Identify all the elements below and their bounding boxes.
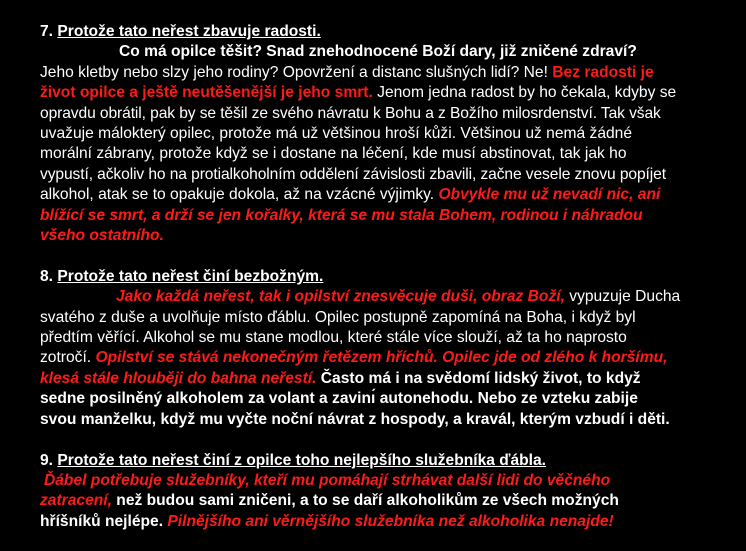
highlight-line: Ďábel potřebuje služebníky, kteří mu pomáhají strhávat další lidi do věčného xyxy=(44,471,611,489)
section-heading xyxy=(40,451,726,471)
text-line xyxy=(40,185,726,205)
section-title: Protože tato neřest činí z opilce toho nejlepšího služebníka ďábla. xyxy=(57,451,546,469)
text-line: vypustí, ačkoliv ho na protialkoholním oddělení závislosti zbavili, začne vesele znovu popíjet xyxy=(40,165,666,183)
text-line: opravdu obrátil, pak by se těšil ze svého návratu k Bohu a z Božího milosrdenství. Tak však xyxy=(40,104,661,122)
bold-line: sedne posilněný alkoholem za volant a zavinı́ autonehodu. Nebo ze vzteku zabije xyxy=(40,390,638,408)
highlight-run: Jako každá neřest, tak i opilství znesvěcuje duši, obraz Boží, xyxy=(116,288,565,306)
section-title: Protože tato neřest zbavuje radosti. xyxy=(57,23,321,40)
bold-run: než budou sami zničeni, a to se daří alkoholikům ze všech možných xyxy=(116,492,619,510)
text-line: morální zábrany, protože když se i dostane na léčení, kde musí abstinovat, tak jak ho xyxy=(40,145,627,163)
section-9 xyxy=(40,451,726,533)
question-line: Co má opilce těšit? Snad znehodnocené Boží dary, již zničené zdraví? xyxy=(119,43,637,61)
text-line xyxy=(40,83,726,103)
text-run: alkohol, atak se to opakuje dokola, až na vzácné výjimky. xyxy=(40,186,435,204)
highlight-run: Bez radosti je xyxy=(552,63,654,81)
text-run: Jeho kletby nebo slzy jeho rodiny? Opovržení a distanc slušných lidí? Ne! xyxy=(40,63,548,81)
text-line xyxy=(40,491,726,511)
section-number: 9. xyxy=(40,451,54,469)
highlight-run: Pilnějšího ani věrnějšího služebníka než alkoholika nenajde! xyxy=(167,512,614,530)
highlight-run: zatracení, xyxy=(40,492,112,510)
text-line xyxy=(40,287,726,307)
section-number: 7. xyxy=(40,23,54,40)
bold-line: svou manželku, když mu vyčte noční návrat z hospody, a kravál, kterým vzbudí i děti. xyxy=(40,410,670,428)
section-8 xyxy=(40,267,726,430)
text-run: zotročí. xyxy=(40,349,92,367)
section-7 xyxy=(40,22,726,246)
bold-run: Často má i na svědomí lidský život, to když xyxy=(320,369,641,387)
section-title: Protože tato neřest činí bezbožným. xyxy=(57,267,324,285)
section-number: 8. xyxy=(40,267,54,285)
text-line xyxy=(40,512,726,532)
spacer xyxy=(40,246,726,266)
highlight-run: život opilce a ještě neutěšenější je jeho smrt. xyxy=(40,84,373,102)
text-line xyxy=(40,369,726,389)
spacer xyxy=(40,430,726,450)
highlight-line: všeho ostatního. xyxy=(40,227,164,245)
highlight-run: Opilství se stává nekonečným řetězem hříchů. Opilec jde od zlého k horšímu, xyxy=(95,349,668,367)
text-line xyxy=(40,63,726,83)
section-heading xyxy=(40,22,726,42)
section-heading xyxy=(40,267,726,287)
text-run: Jenom jedna radost by ho čekala, kdyby se xyxy=(377,84,677,102)
highlight-run: klesá stále hlouběji do bahna neřestí. xyxy=(40,369,317,387)
text-run: vypuzuje Ducha xyxy=(569,288,681,306)
text-line: uvažuje málokterý opilec, protože má už většinou hroší kůži. Většinou už nemá žádné xyxy=(40,125,633,143)
text-line xyxy=(40,348,726,368)
bold-run: hříšníků nejlépe. xyxy=(40,512,164,530)
highlight-line: blížící se smrt, a drží se jen kořalky, která se mu stala Bohem, rodinou i náhradou xyxy=(40,206,643,224)
highlight-run: Obvykle mu už nevadí nic, ani xyxy=(438,186,661,204)
text-line: předtím věřící. Alkohol se mu stane modlou, které stále více slouží, až ta ho naprosto xyxy=(40,329,627,347)
text-line: svatého z duše a uvolňuje místo ďáblu. Opilec postupně zapomíná na Boha, i když byl xyxy=(40,308,636,326)
